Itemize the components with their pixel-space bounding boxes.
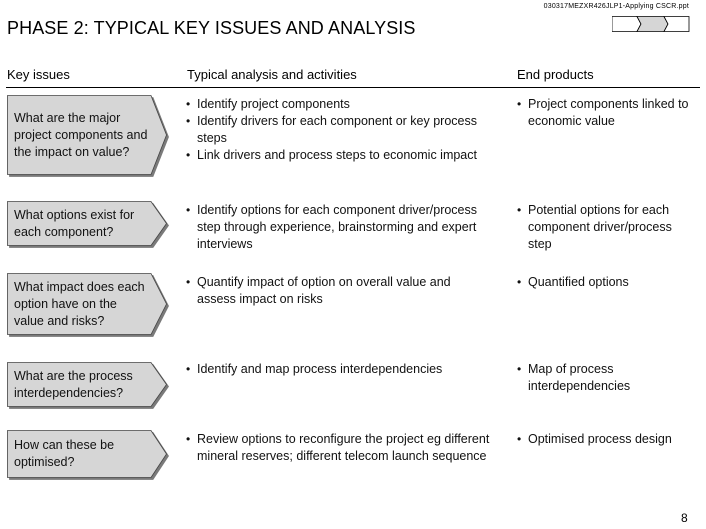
product-list — [517, 202, 697, 253]
analysis-list — [186, 431, 491, 465]
analysis-list — [186, 361, 486, 378]
product-list — [517, 274, 697, 291]
product-list — [517, 96, 697, 130]
issue-shape — [7, 95, 167, 175]
analysis-list — [186, 274, 466, 308]
analysis-item: • Quantify impact of option on overall value and assess impact on risks — [186, 274, 466, 308]
analysis-item: • Identify project components — [186, 96, 486, 113]
analysis-list — [186, 202, 486, 253]
column-header-end-products: End products — [517, 67, 594, 82]
issue-shape — [7, 362, 167, 407]
column-header-key-issues: Key issues — [7, 67, 70, 82]
phase-progress-arrows — [612, 16, 690, 32]
analysis-item: • Identify drivers for each component or key process steps — [186, 113, 486, 147]
issue-text: How can these be optimised? — [14, 438, 115, 469]
issue-shape — [7, 201, 167, 246]
analysis-item: • Link drivers and process steps to economic impact — [186, 147, 486, 164]
product-item: • Potential options for each component driver/process step — [517, 202, 697, 253]
phase-2-arrow — [637, 17, 668, 32]
analysis-item: • Review options to reconfigure the project eg different mineral reserves; different telecom launch sequence — [186, 431, 491, 465]
product-item: • Quantified options — [517, 274, 697, 291]
product-item: • Project components linked to economic value — [517, 96, 697, 130]
product-list — [517, 361, 657, 395]
phase-3-arrow — [664, 17, 689, 32]
phase-1-arrow — [612, 17, 641, 32]
issue-shape — [7, 273, 167, 335]
analysis-list — [186, 96, 486, 164]
product-item: • Optimised process design — [517, 431, 697, 448]
file-reference: 030317MEZXR426JLP1-Applying CSCR.ppt — [543, 3, 689, 10]
product-item: • Map of process interdependencies — [517, 361, 657, 395]
page-title: PHASE 2: TYPICAL KEY ISSUES AND ANALYSIS — [7, 18, 416, 38]
analysis-item: • Identify and map process interdependencies — [186, 361, 486, 378]
column-header-analysis: Typical analysis and activities — [187, 67, 357, 82]
analysis-item: • Identify options for each component driver/process step through experience, brainstorming and expert interviews — [186, 202, 486, 253]
issue-text: What options exist for each component? — [14, 207, 135, 239]
issue-text: What impact does each option have on the value and risks? — [14, 279, 145, 328]
header-divider — [6, 87, 700, 88]
issue-shape — [7, 430, 167, 478]
product-list — [517, 431, 697, 448]
issue-text: What are the process interdependencies? — [14, 368, 133, 400]
page-number: 8 — [681, 511, 688, 525]
issue-text: What are the major project components and the impact on value? — [14, 110, 148, 159]
